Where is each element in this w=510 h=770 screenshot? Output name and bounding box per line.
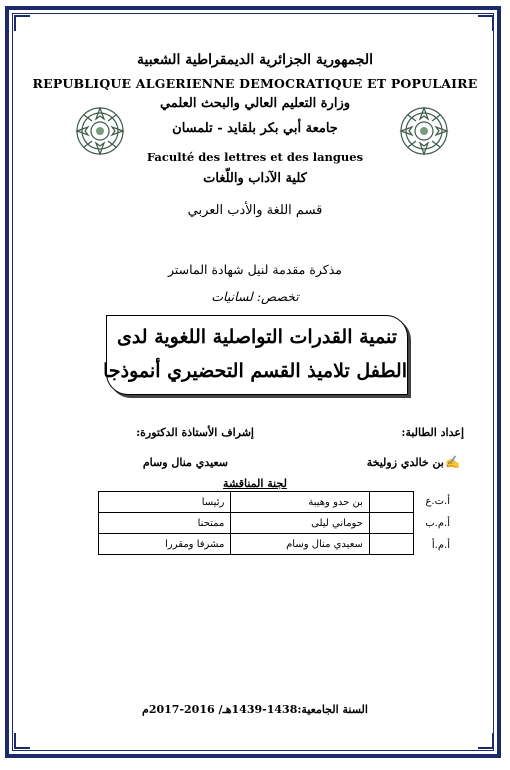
corner-ornament — [478, 15, 494, 31]
grade-cell — [369, 513, 413, 534]
university-emblem-icon — [398, 105, 450, 157]
academic-year: السنة الجامعية:1438-1439هـ/ 2016-2017م — [142, 703, 368, 716]
faculty-french: Faculté des lettres et des langues — [146, 150, 364, 164]
grade-cell — [369, 534, 413, 555]
member-role-cell: ممتحنا — [99, 513, 231, 534]
member-role-cell: رئيسا — [99, 492, 231, 513]
thesis-title-box — [103, 315, 408, 395]
department-arabic: قسم اللغة والأدب العربي — [187, 203, 323, 218]
member-name-cell: بن حدو وهيبة — [231, 492, 370, 513]
student-name: بن خالدي زوليخة — [366, 456, 444, 469]
table-row — [99, 492, 414, 513]
table-row — [99, 513, 414, 534]
thesis-title-line-2: الطفل تلاميذ القسم التحضيري أنموذجا — [103, 360, 407, 382]
thesis-title-line-1: تنمية القدرات التواصلية اللغوية لدى — [116, 326, 398, 348]
specialty: تخصص: لسانيات — [211, 289, 299, 304]
corner-ornament — [14, 733, 30, 749]
grade-cell — [369, 492, 413, 513]
member-grade: أ.ت.ع — [425, 496, 450, 507]
member-name-cell: حوماني ليلى — [231, 513, 370, 534]
corner-ornament — [14, 15, 30, 31]
pen-hand-icon: ✍ — [445, 455, 460, 469]
ministry-arabic: وزارة التعليم العالي والبحث العلمي — [159, 96, 351, 111]
republic-french: REPUBLIQUE ALGERIENNE DEMOCRATIQUE ET POPULAIRE — [32, 76, 478, 91]
member-role-cell: مشرفا ومقررا — [99, 534, 231, 555]
faculty-arabic: كلية الآداب واللّغات — [203, 171, 307, 186]
committee-table — [98, 491, 414, 555]
member-grade: أ.م.أ — [431, 540, 450, 551]
supervisor-label: إشراف الأستاذة الدكتورة: — [136, 426, 254, 439]
prepared-by-label: إعداد الطالبة: — [401, 426, 464, 439]
university-arabic: جامعة أبي بكر بلقايد - تلمسان — [172, 121, 338, 136]
table-row — [99, 534, 414, 555]
corner-ornament — [478, 733, 494, 749]
supervisor-name: سعيدي منال وسام — [142, 456, 228, 469]
republic-arabic: الجمهورية الجزائرية الديمقراطية الشعبية — [136, 52, 373, 68]
university-emblem-icon — [74, 105, 126, 157]
memo-purpose: مذكرة مقدمة لنيل شهادة الماستر — [168, 262, 342, 277]
member-name-cell: سعيدي منال وسام — [231, 534, 370, 555]
member-grade: أ.م.ب — [425, 518, 450, 529]
committee-heading: لجنة المناقشة — [223, 477, 287, 490]
